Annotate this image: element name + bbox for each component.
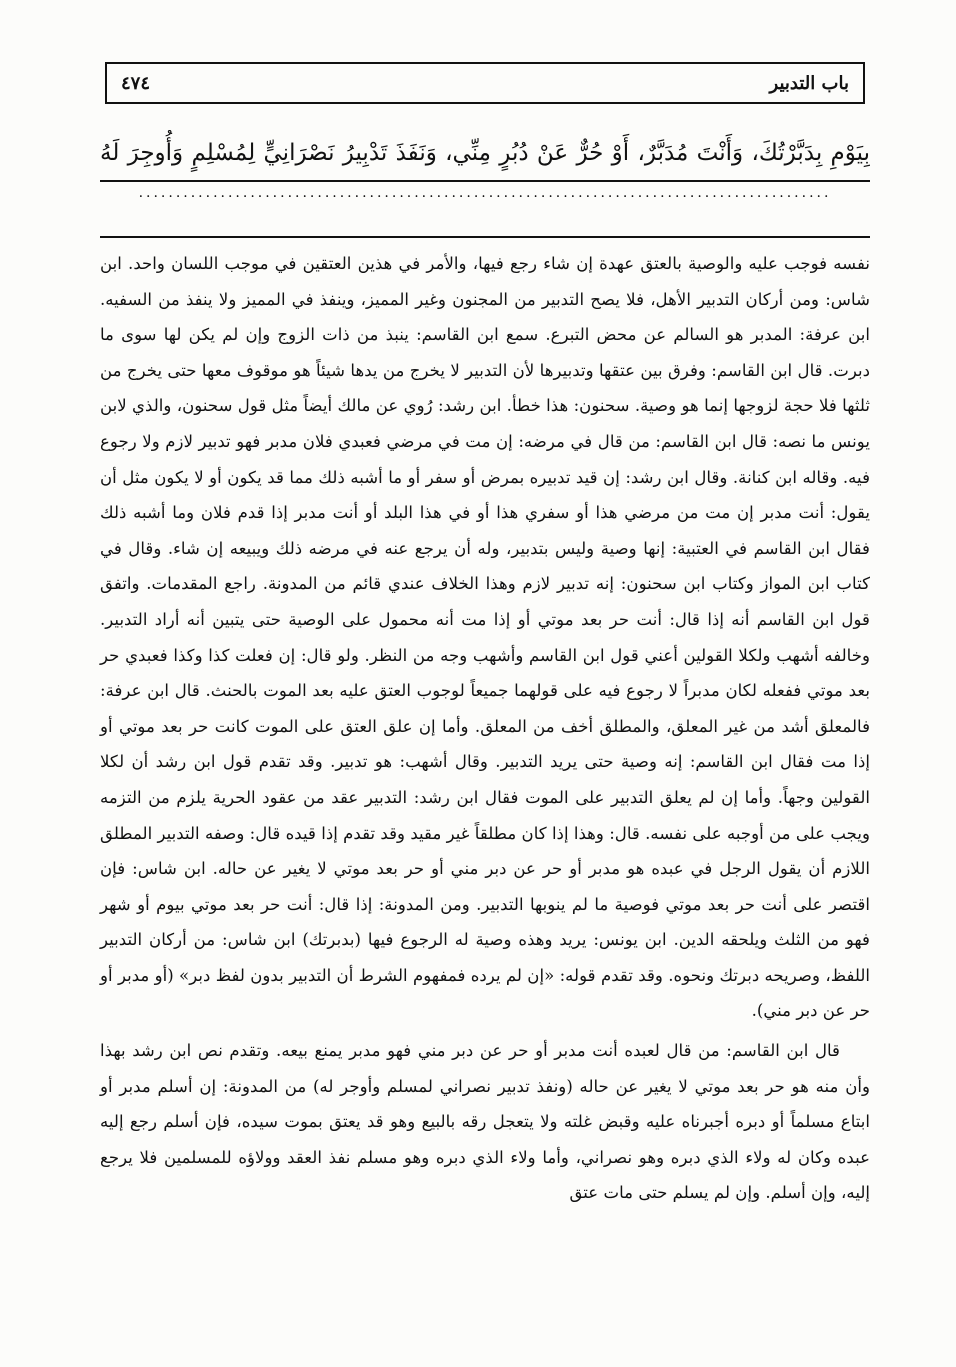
- commentary-paragraph: قال ابن القاسم: من قال لعبده أنت مدبر أو حر عن دبر مني فهو مدبر يمنع بيعه. وتقدم نص ابن رشد بهذا وأن منه هو حر بعد موتي لا يغير عن حاله (ونفذ تدبير نصراني لمسلم وأوجر له) من المدونة: إن أسلم مدبر أو ابتاع مسلماً أو دبره أجبرناه عليه وقبض غلته ولا يتعجل رقه بالبيع وهو قد يعتق بموت سيده، فإن أسلم رجع إليه عبده وكان له ولاء الذي دبره وهو نصراني، وأما ولاء الذي دبره وهو مسلم نفذ العقد وولاؤه للمسلمين فلا يرجع إليه، وإن أسلم. وإن لم يسلم حتى مات عتق: [100, 1041, 871, 1203]
- commentary-paragraph: نفسه فوجب عليه والوصية بالعتق عهدة إن شاء رجع فيها، والأمر في هذين العتقين في موجب اللسان واحد. ابن شاس: ومن أركان التدبير الأهل، فلا يصح التدبير من المجنون وغير المميز، وينفذ في المميز ولا ينفذ من السفيه. ابن عرفة: المدبر هو السالم عن محض التبرع. سمع ابن القاسم: ينبذ من ذات الزوج وإن لم يكن لها سوى ما دبرت. قال ابن القاسم: وفرق بين عتقها وتدبيرها لأن التدبير لا يخرج من يدها شيئاً هو موقوف معها حتى يخرج من ثلثها فلا حجة لزوجها إنما هو وصية. سحنون: هذا خطأ. ابن رشد: رُوي عن مالك أيضاً مثل قول سحنون، والذي لابن يونس ما نصه: قال ابن القاسم: من قال في مرضه: إن مت في مرضي فعبدي فلان مدبر فهو تدبير لازم ولا رجوع فيه. وقاله ابن كنانة. وقال ابن رشد: إن قيد تدبيره بمرض أو سفر أو ما أشبه ذلك مما قد يكون أو لا يكون مثل أن يقول: أنت مدبر إن مت من مرضي هذا أو سفري هذا أو في هذا البلد أو أنت مدبر إذا قدم فلان وما أشبه ذلك فقال ابن القاسم في العتبية: إنها وصية وليس بتدبير، وله أن يرجع عنه في مرضه ذلك ويبيعه إن شاء. وقال في كتاب ابن المواز وكتاب ابن سحنون: إنه تدبير لازم وهذا الخلاف عندي قائم من المدونة. راجع المقدمات. واتفق قول ابن القاسم أنه إذا قال: أنت حر بعد موتي أو إذا مت أنه محمول على الوصية حتى يتبين أنه أراد التدبير. وخالفه أشهب ولكلا القولين أعني قول ابن القاسم وأشهب وجه من النظر. ولو قال: إن فعلت كذا وكذا فعبدي حر بعد موتي ففعله لكان مدبراً لا رجوع فيه على قولهما جميعاً لوجوب العتق عليه بعد الموت بالحنث. قال ابن عرفة: فالمعلق أشد من غير المعلق، والمطلق أخف من المعلق. وأما إن علق العتق على الموت كانت حر بعد موتي أو إذا مت فقال ابن القاسم: إنه وصية حتى يريد التدبير. وقال أشهب: هو تدبير. وقد تقدم قول ابن رشد أن لكلا القولين وجهاً. وأما إن لم يعلق التدبير على الموت فقال ابن رشد: التدبير عقد من عقود الحرية يلزم من التزمه ويجب على من أوجبه على نفسه. قال: وهذا إذا كان مطلقاً غير مقيد وقد تقدم إذا قيده قال: وصفه التدبير المطلق اللازم أن يقول الرجل في عبده هو مدبر أو حر عن دبر مني أو حر بعد موتي لا يغير عن حاله. ابن شاس: فإن اقتصر على أنت حر بعد موتي فوصية ما لم ينوبها التدبير. ومن المدونة: إذا قال: أنت حر بعد موتي بيوم أو شهر فهو من الثلث ويلحقه الدين. ابن يونس: يريد وهذه وصية له الرجوع فيها (بدبرتك) ابن شاس: من أركان التدبير اللفظ، وصريحه دبرتك ونحوه. وقد تقدم قوله: «إن لم يرده فمفهوم الشرط أن التدبير بدون لفظ دبر» (أو مدبر أو حر عن دبر مني).: [100, 254, 870, 1021]
- chapter-title: باب التدبير: [769, 72, 849, 94]
- dotted-line: .............................................................................................: [138, 185, 832, 201]
- separator-rule-top: [100, 180, 870, 182]
- matn-text: بِيَوْمِ بِدَبَّرْتُكَ، وَأَنْتَ مُدَبَّرٌ، أَوْ حُرٌّ عَنْ دُبُرٍ مِنِّي، وَنَفَذَ تَدْبِيرُ نَصْرَانِيٍّ لِمُسْلِمٍ وَأُوجِرَ لَهُ: [100, 140, 870, 166]
- page-number: ٤٧٤: [121, 72, 151, 94]
- commentary-text: [100, 246, 870, 1211]
- separator-rule-bottom: [100, 236, 870, 238]
- page-header: [105, 62, 865, 104]
